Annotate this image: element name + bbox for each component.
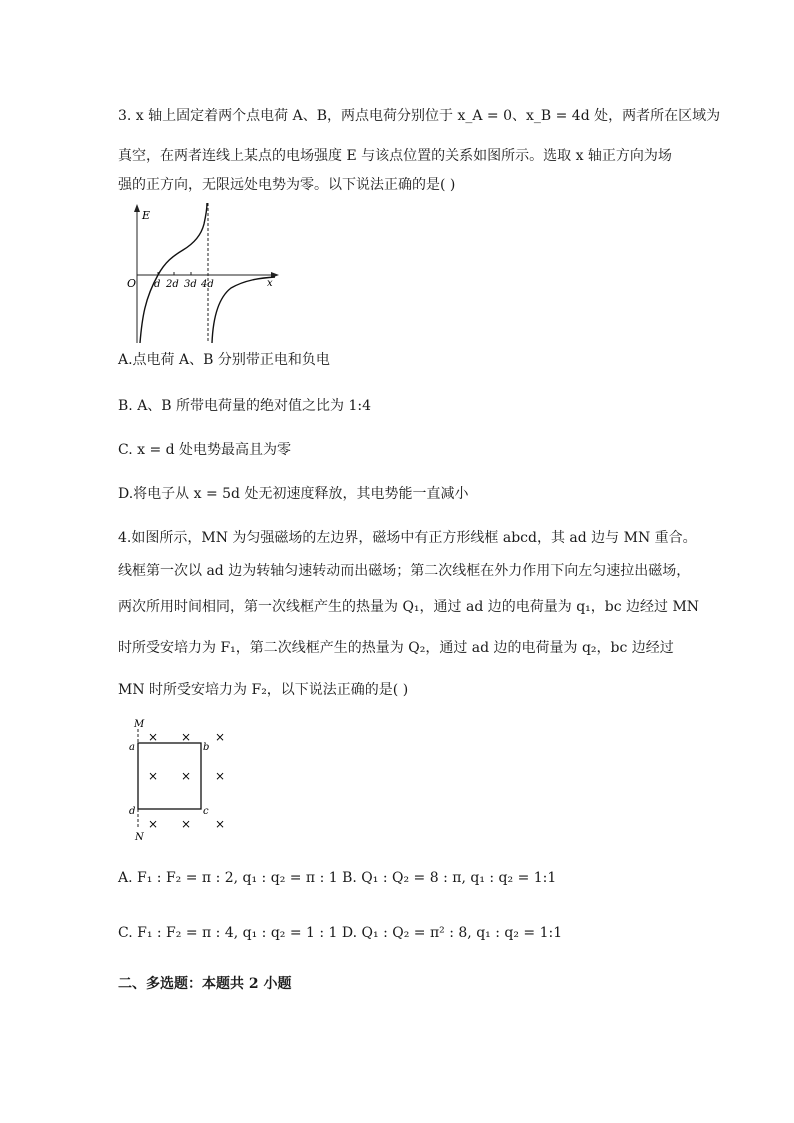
tick-label-3d: 3d (184, 279, 197, 290)
q3-line-2: 真空，在两者连线上某点的电场强度 E 与该点位置的关系如图所示。选取 x 轴正方向为场 (118, 148, 672, 164)
label-n: N (135, 832, 144, 843)
field-cross: × (181, 730, 192, 744)
section-heading: 二、多选题：本题共 2 小题 (118, 976, 292, 992)
x-axis-label: x (267, 278, 273, 289)
e-x-graph (125, 200, 285, 345)
field-cross: × (148, 817, 159, 831)
q3-option-b: B. A、B 所带电荷量的绝对值之比为 1:4 (118, 398, 372, 414)
q3-option-d: D.将电子从 x = 5d 处无初速度释放，其电势能一直减小 (118, 486, 469, 502)
field-cross: × (181, 817, 192, 831)
origin-label: O (127, 277, 137, 290)
q3-line-3: 强的正方向，无限远处电势为零。以下说法正确的是( ) (118, 177, 456, 193)
label-c: c (203, 806, 209, 817)
q4-line-3: 两次所用时间相同，第一次线框产生的热量为 Q₁，通过 ad 边的电荷量为 q₁，bc 边经过 MN (118, 599, 700, 615)
tick-label-d: d (154, 279, 161, 290)
label-b: b (203, 742, 210, 753)
field-crosses (148, 730, 225, 831)
q4-line-4: 时所受安培力为 F₁，第二次线框产生的热量为 Q₂，通过 ad 边的电荷量为 q₂，bc 边经过 (118, 640, 674, 656)
q4-options-cd: C. F₁ : F₂ = π : 4, q₁ : q₂ = 1 : 1 D. Q₁ : Q₂ = π² : 8, q₁ : q₂ = 1:1 (118, 925, 563, 941)
q4-options-ab: A. F₁ : F₂ = π : 2, q₁ : q₂ = π : 1 B. Q₁ : Q₂ = 8 : π, q₁ : q₂ = 1:1 (118, 870, 557, 886)
field-cross: × (148, 730, 159, 744)
q3-option-c: C. x = d 处电势最高且为零 (118, 442, 292, 458)
q3-option-a: A.点电荷 A、B 分别带正电和负电 (118, 352, 330, 368)
q3-line-1: 3. x 轴上固定着两个点电荷 A、B，两点电荷分别位于 x_A = 0、x_B = 4d 处，两者所在区域为 (118, 108, 721, 124)
label-a: a (129, 742, 135, 753)
q4-line-1: 4.如图所示，MN 为匀强磁场的左边界，磁场中有正方形线框 abcd，其 ad 边与 MN 重合。 (118, 530, 697, 546)
magnetic-field-figure (125, 715, 240, 845)
q4-line-2: 线框第一次以 ad 边为转轴匀速转动而出磁场；第二次线框在外力作用下向左匀速拉出磁场， (118, 563, 691, 579)
q4-line-5: MN 时所受安培力为 F₂，以下说法正确的是( ) (118, 682, 409, 698)
field-curve-right (212, 277, 275, 343)
field-cross: × (215, 730, 226, 744)
y-axis-arrow (134, 204, 140, 212)
field-cross: × (215, 817, 226, 831)
field-cross: × (181, 769, 192, 783)
label-d: d (129, 806, 136, 817)
tick-label-4d: 4d (201, 279, 214, 290)
field-cross: × (215, 769, 226, 783)
tick-label-2d: 2d (166, 279, 179, 290)
label-m: M (134, 719, 145, 730)
y-axis-label: E (142, 209, 151, 222)
field-cross: × (148, 769, 159, 783)
